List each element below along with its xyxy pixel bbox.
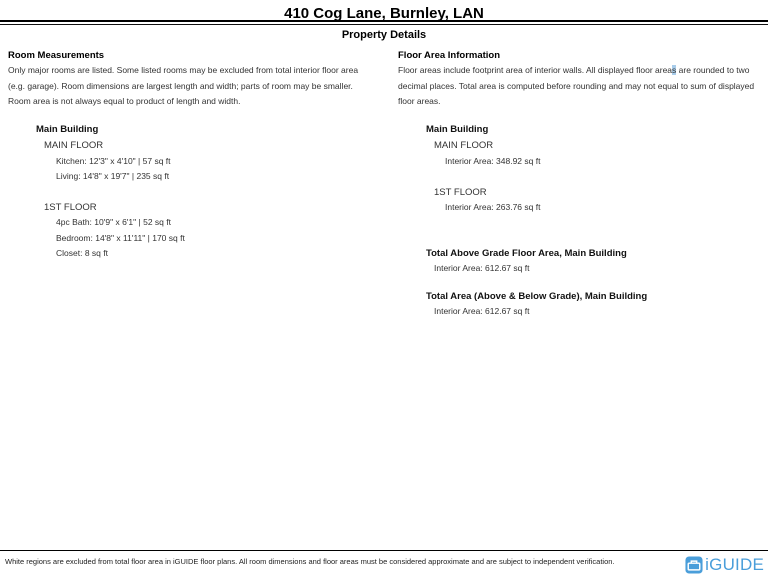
left-building-name: Main Building — [36, 124, 99, 135]
footer-disclaimer: White regions are excluded from total floor area in iGUIDE floor plans. All room dimensions and floor areas must be considered approximate and are subject to independent verification. — [5, 557, 615, 566]
floor-area-description-line: floor areas. — [398, 96, 441, 106]
iguide-logo-text: iGUIDE — [705, 555, 764, 574]
description-text-post: are rounded to two — [676, 65, 750, 75]
room-measurements-description-line: Room area is not always equal to product of length and width. — [8, 96, 241, 106]
right-building-name: Main Building — [426, 124, 489, 135]
selected-text: s — [672, 65, 677, 75]
room-measurements-description-line: Only major rooms are listed. Some listed rooms may be excluded from total interior floor area — [8, 65, 359, 75]
total-area-label: Total Area (Above & Below Grade), Main Building — [426, 290, 648, 302]
floor-area-heading: Floor Area Information — [398, 50, 501, 61]
right-floor-name-1st: 1ST FLOOR — [434, 186, 487, 198]
right-floor-name-main: MAIN FLOOR — [434, 139, 494, 151]
room-line-closet: Closet: 8 sq ft — [56, 248, 108, 258]
floor-area-description-line — [398, 65, 750, 75]
interior-area-1st-floor: Interior Area: 263.76 sq ft — [445, 202, 541, 212]
page-subtitle: Property Details — [341, 29, 427, 41]
total-above-grade-label: Total Above Grade Floor Area, Main Building — [426, 247, 627, 259]
room-line-bath: 4pc Bath: 10'9" x 6'1" | 52 sq ft — [56, 217, 171, 227]
left-floor-name-1st: 1ST FLOOR — [44, 201, 97, 213]
description-text-pre: Floor areas include footprint area of interior walls. All displayed floor area — [398, 65, 673, 75]
interior-area-main-floor: Interior Area: 348.92 sq ft — [445, 155, 541, 166]
left-floor-name-main: MAIN FLOOR — [44, 139, 104, 151]
room-measurements-description-line: (e.g. garage). Room dimensions are largest length and width; parts of room may be smaller. — [8, 80, 353, 91]
iguide-logo — [685, 555, 764, 575]
total-area-value: Interior Area: 612.67 sq ft — [434, 306, 530, 316]
footer-divider — [0, 550, 768, 551]
room-line-kitchen: Kitchen: 12'3" x 4'10" | 57 sq ft — [56, 155, 171, 166]
iguide-logo-icon — [685, 556, 703, 574]
room-line-living: Living: 14'8" x 19'7" | 235 sq ft — [56, 171, 170, 181]
room-line-bedroom: Bedroom: 14'8" x 11'11" | 170 sq ft — [56, 232, 185, 243]
header-divider-thin — [0, 24, 768, 25]
room-measurements-heading: Room Measurements — [8, 50, 105, 61]
page-title: 410 Cog Lane, Burnley, LAN — [284, 5, 484, 22]
header-divider-thick — [0, 20, 768, 22]
total-above-grade-area: Interior Area: 612.67 sq ft — [434, 263, 530, 273]
floor-area-description-line: decimal places. Total area is computed before rounding and may not equal to sum of displayed — [398, 80, 755, 91]
